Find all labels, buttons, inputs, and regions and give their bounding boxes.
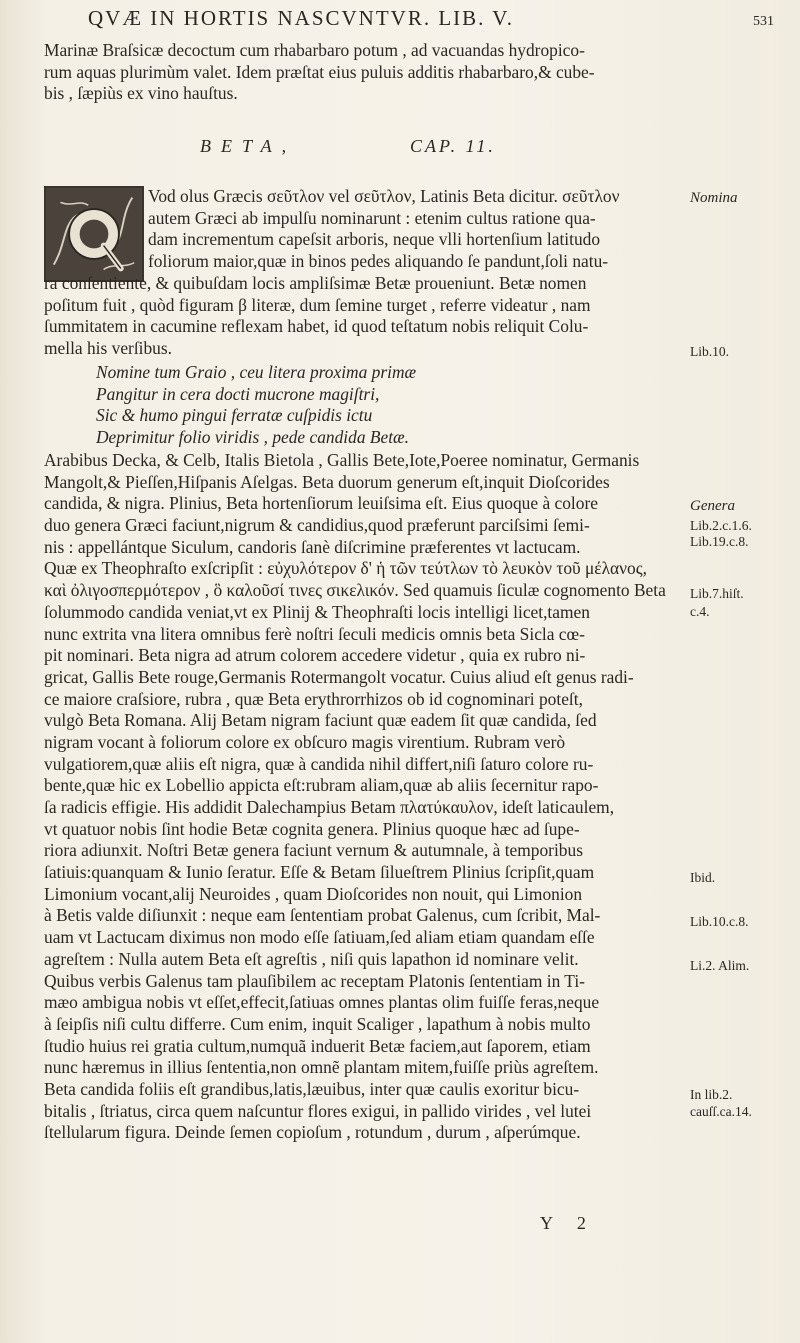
text-line: nunc hæremus in illius ſententia,non omnẽ plantam mitem,fuiſſe priùs agreſtem. xyxy=(44,1057,599,1078)
text-line: vulgò Beta Romana. Alij Betam nigram faciunt quæ eadem ſit quæ candida, ſed xyxy=(44,710,597,731)
text-line: pit nominari. Beta nigra ad atrum colorem accedere videtur , quia ex rubro ni- xyxy=(44,645,586,666)
margin-note-c4: c.4. xyxy=(690,604,710,619)
chapter-number: CAP. 11. xyxy=(410,136,496,156)
text-line: ſummitatem in cacumine reflexam habet, id quod teſtatum nobis reliquit Colu- xyxy=(44,316,589,337)
text-line: agreſtem : Nulla autem Beta eſt agreſtis , niſi quis lapathon id nominare velit. xyxy=(44,948,579,969)
text-line: Quæ ex Theophraſto exſcripſit : εὐχυλότερον δ' ἡ τῶν τεύτλων τὸ λευκὸν τοῦ μέλανος, xyxy=(44,558,647,579)
text-line: Beta candida foliis eſt grandibus,latis,læuibus, inter quæ caulis exoritur bicu- xyxy=(44,1078,580,1099)
text-line: autem Græci ab impulſu nominarunt : etenim cultus ratione qua- xyxy=(148,207,596,228)
text-line: vt quatuor nobis ſint hodie Betæ cognita genera. Plinius quoque hæc ad ſupe- xyxy=(44,818,580,839)
text-line: poſitum fuit , quòd figuram β literæ, dum ſemine turget , referre videatur , nam xyxy=(44,294,591,315)
text-line: Arabibus Decka, & Celb, Italis Bietola , Gallis Bete,Iote,Poeree nominatur, Germanis xyxy=(44,450,640,470)
margin-note-nomina: Nomina xyxy=(690,190,738,206)
margin-note-inlib: In lib.2. xyxy=(690,1087,733,1102)
poem-line: Sic & humo pingui ferratæ cuſpidis ictu xyxy=(96,405,373,426)
text-line: uam vt Lactucam diximus non modo eſſe ſatiuam,ſed aliam etiam quandam eſſe xyxy=(44,927,595,948)
margin-note-lib10: Lib.10. xyxy=(690,344,729,359)
main-text-1 xyxy=(44,273,684,360)
poem-quote xyxy=(96,362,656,449)
ornament-q-icon xyxy=(46,188,142,280)
text-line: nis : appellántque Siculum, candoris ſanè diſcrimine præferentes vt lactucam. xyxy=(44,536,581,557)
poem-line: Pangitur in cera docti mucrone magiſtri, xyxy=(96,383,380,404)
text-line: Marinæ Braſsicæ decoctum cum rhabarbaro potum , ad vacuandas hydropico- xyxy=(44,40,585,60)
text-line: mella his verſibus. xyxy=(44,338,172,359)
text-line: bis , ſæpiùs ex vino hauſtus. xyxy=(44,83,238,104)
page-number: 531 xyxy=(753,14,774,29)
text-line: bente,quæ hic ex Lobellio appicta eſt:rubram aliam,quæ ab aliis ſecernitur rapo- xyxy=(44,775,599,796)
text-line: ſa radicis effigie. His addidit Dalechampius Betam πλατύκαυλον, ideſt laticaulem, xyxy=(44,797,615,817)
running-head xyxy=(40,4,780,34)
text-line: nunc extrita vna litera omnibus ferè noſtri ſeculi medicis omnis beta Sicla cœ- xyxy=(44,623,585,644)
text-line: Limonium vocant,alij Neuroides , quam Dioſcorides non nouit, qui Limonion xyxy=(44,883,583,904)
text-line: ſtudio huius rei gratia cultum,numquã induerit Betæ faciem,aut ſaporem, etiam xyxy=(44,1035,591,1056)
margin-note-cauff: cauſſ.ca.14. xyxy=(690,1104,752,1119)
text-line: rum aquas plurimùm valet. Idem præſtat eius puluis additis rhabarbaro,& cube- xyxy=(44,61,595,82)
drop-cap-ornament xyxy=(44,186,144,282)
text-line: riora adiunxit. Noſtri Betæ genera faciunt vernum & autumnale, à temporibus xyxy=(44,840,583,861)
text-line: bitalis , ſtriatus, circa quem naſcuntur flores exigui, in pallido virides , vel lutei xyxy=(44,1100,592,1121)
text-line: dam incrementum capeſsit arboris, neque vlli hortenſium latitudo xyxy=(148,229,601,250)
opening-lines xyxy=(148,186,684,273)
text-line: ra conſentiente, & quibuſdam locis ampliſsimæ Betæ proueniunt. Betæ nomen xyxy=(44,273,587,293)
text-line: nigram vocant à foliorum colore ex obſcuro magis virentium. Rubram verò xyxy=(44,731,566,752)
poem-line: Nomine tum Graio , ceu litera proxima primæ xyxy=(96,362,417,382)
margin-note-genera: Genera xyxy=(690,498,735,514)
text-line: καὶ ὀλιγοσπερμότερον , ὃ καλοῦσί τινες σικελικόν. Sed quamuis ſiculæ cognomento Beta xyxy=(44,580,666,601)
text-line: Quibus verbis Galenus tam plauſibilem ac receptam Platonis ſententiam in Ti- xyxy=(44,970,585,991)
signature-mark: Y 2 xyxy=(540,1213,596,1233)
margin-note-ibid: Ibid. xyxy=(690,870,716,885)
text-line: foliorum maior,quæ in binos pedes aliquando ſe pandunt,ſoli natu- xyxy=(148,251,609,272)
chapter-title: BETA, xyxy=(200,136,297,156)
text-line: ſtellularum figura. Deinde ſemen copioſum , rotundum , durum , aſperúmque. xyxy=(44,1122,581,1143)
running-title: QVÆ IN HORTIS NASCVNTVR. LIB. V. xyxy=(88,6,514,30)
margin-note-lib7: Lib.7.hiſt. xyxy=(690,586,744,601)
margin-note-alim: Li.2. Alim. xyxy=(690,958,750,973)
text-line: à ſeipſis niſi cultu differre. Cum enim, inquit Scaliger , lapathum à nobis multo xyxy=(44,1013,591,1034)
margin-note-lib2: Lib.2.c.1.6. xyxy=(690,518,752,533)
text-line: mæo ambigua nobis vt eſſet,effecit,ſatiuas omnes plantas olim fuiſſe feras,neque xyxy=(44,992,600,1013)
text-line: vulgatiorem,quæ aliis eſt nigra, quæ à candida nihil differt,niſi ſaturo colore ru- xyxy=(44,753,594,774)
text-line: ſolummodo candida veniat,vt ex Plinij & Theophraſti locis intelligi licet,tamen xyxy=(44,601,590,622)
text-line: candida, & nigra. Plinius, Beta hortenſiorum leuiſsima eſt. Eius quoque à colore xyxy=(44,493,598,514)
text-line: Mangolt,& Pieſſen,Hiſpanis Aſelgas. Beta duorum generum eſt,inquit Dioſcorides xyxy=(44,471,610,492)
text-line: ſatiuis:quanquam & Iunio ſeratur. Eſſe & Betam ſilueſtrem Plinius ſcripſit,quam xyxy=(44,862,595,883)
text-line: Vod olus Græcis σεῦτλον vel σεῦτλον, Latinis Beta dicitur. σεῦτλον xyxy=(148,186,620,206)
text-line: gricat, Gallis Bete rouge,Germanis Rotermangolt vocatur. Cuius aliud eſt genus radi- xyxy=(44,666,634,687)
text-line: à Betis valde diſiunxit : neque eam ſententiam probat Galenus, cum ſcribit, Mal- xyxy=(44,905,601,926)
poem-line: Deprimitur folio viridis , pede candida Betæ. xyxy=(96,427,409,448)
text-line: ce maiore craſsiore, rubra , quæ Beta erythrorrhizos ob id cognominari poteſt, xyxy=(44,688,583,709)
chapter-heading xyxy=(200,136,496,157)
margin-note-lib19: Lib.19.c.8. xyxy=(690,534,749,549)
main-text-2 xyxy=(44,450,684,1144)
margin-note-lib10c8: Lib.10.c.8. xyxy=(690,914,749,929)
top-paragraph xyxy=(44,40,684,105)
text-line: duo genera Græci faciunt,nigrum & candidius,quod præferunt parciſsimi ſemi- xyxy=(44,515,590,536)
